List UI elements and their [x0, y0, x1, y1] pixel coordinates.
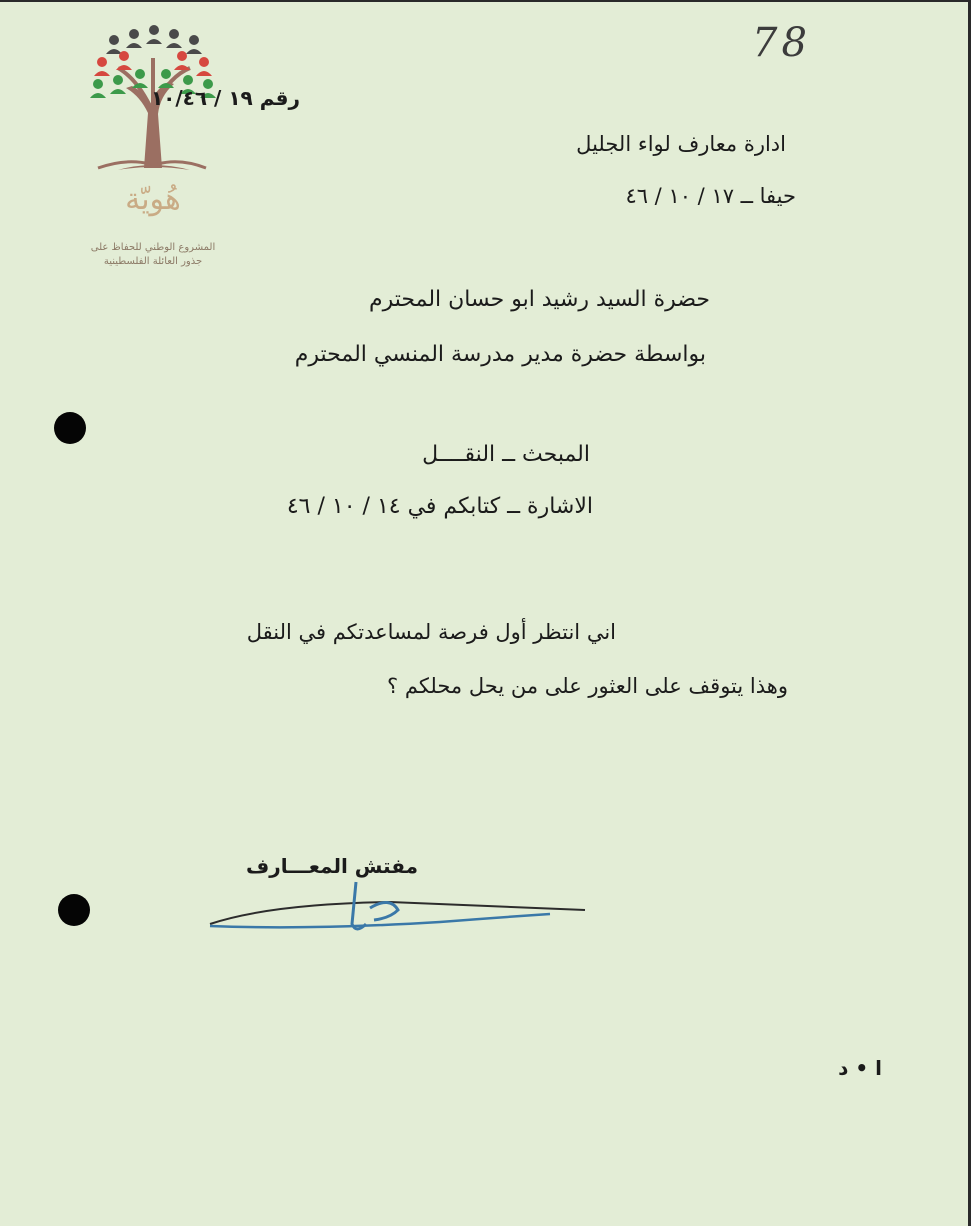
watermark-tagline-line2: جذور العائلة الفلسطينية	[103, 256, 203, 267]
watermark-name: هُويّة	[125, 182, 181, 217]
hawiya-watermark-logo	[78, 18, 228, 268]
watermark-tagline-line1: المشروع الوطني للحفاظ على	[90, 242, 216, 253]
body-text-line-1: اني انتظر أول فرصة لمساعدتكم في النقل	[246, 620, 616, 644]
subject-line: المبحث ــ النقــــل	[422, 442, 590, 467]
handwritten-signature	[190, 874, 610, 944]
handwritten-page-number: 78	[752, 20, 811, 66]
body-text-line-2: وهذا يتوقف على العثور على من يحل محلكم ؟	[387, 674, 788, 698]
footer-initials: ا • د	[838, 1056, 882, 1080]
via-line: بواسطة حضرة مدير مدرسة المنسي المحترم	[294, 342, 706, 367]
place-and-date: حيفا ــ ١٧ / ١٠ / ٤٦	[625, 184, 796, 208]
punch-hole-top	[54, 412, 86, 444]
signatory-title: مفتش المعـــارف	[245, 854, 418, 878]
department-name: ادارة معارف لواء الجليل	[576, 132, 786, 156]
reference-number: رقم ١٩ / ١٠/٤٦	[150, 86, 300, 110]
punch-hole-bottom	[58, 894, 90, 926]
reference-line: الاشارة ــ كتابكم في ١٤ / ١٠ / ٤٦	[286, 494, 593, 519]
addressee-line: حضرة السيد رشيد ابو حسان المحترم	[369, 287, 710, 312]
